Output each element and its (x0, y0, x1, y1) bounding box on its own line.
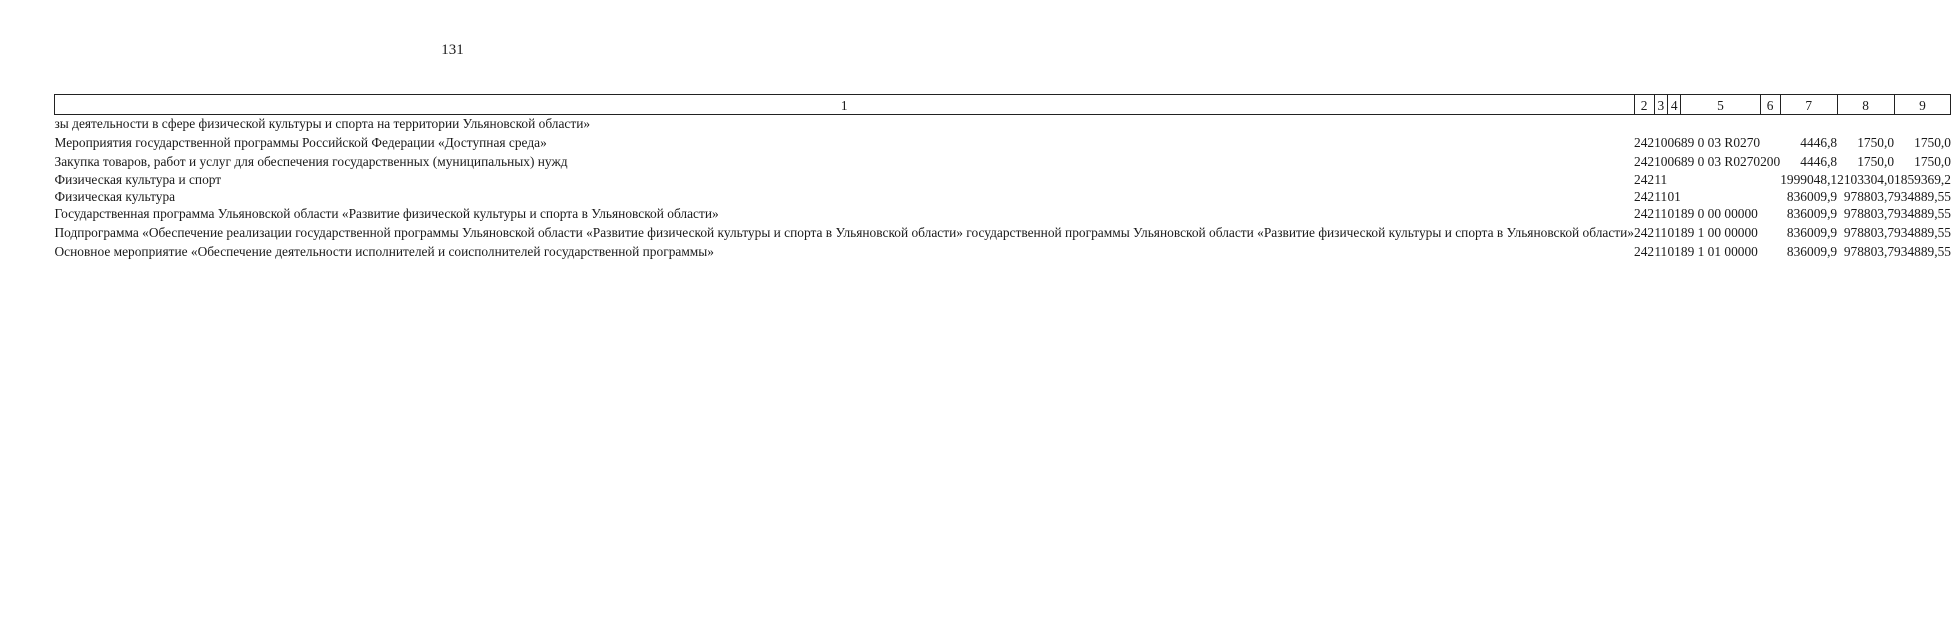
row-section: 10 (1654, 154, 1668, 170)
header-col-1: 1 (55, 95, 1635, 115)
row-admin-code: 242 (1634, 225, 1655, 241)
row-amount-col9: 934889,55 (1894, 188, 1951, 204)
row-amount-col7: 836009,9 (1786, 244, 1838, 260)
row-admin-code: 242 (1634, 171, 1655, 187)
row-name: Физическая культура (54, 188, 176, 204)
row-amount-col7: 4446,8 (1800, 154, 1838, 170)
row-amount-col8: 2103304,0 (1837, 171, 1895, 187)
header-col-9: 9 (1894, 95, 1951, 115)
header-col-5: 5 (1681, 95, 1760, 115)
row-amount-col7: 1999048,1 (1780, 171, 1838, 187)
row-admin-code: 242 (1634, 154, 1655, 170)
row-amount-col9: 934889,55 (1894, 225, 1951, 241)
table-row (55, 188, 1951, 205)
row-amount-col7: 836009,9 (1786, 188, 1838, 204)
row-amount-col9: 1750,0 (1914, 135, 1951, 151)
row-amount-col8: 1750,0 (1857, 154, 1895, 170)
row-name: Государственная программа Ульяновской области «Развитие физической культуры и спорта в Ульяновской области» (54, 206, 719, 222)
table-row (55, 241, 1951, 260)
row-amount-col8: 1750,0 (1857, 135, 1895, 151)
row-subsection: 01 (1667, 225, 1681, 241)
row-name: Мероприятия государственной программы Российской Федерации «Доступная среда» (54, 135, 547, 151)
header-col-4: 4 (1667, 95, 1680, 115)
row-amount-col9: 1750,0 (1914, 154, 1951, 170)
row-amount-col9: 934889,55 (1894, 206, 1951, 222)
row-section: 11 (1654, 171, 1668, 187)
row-expense-type (1760, 205, 1780, 222)
header-col-2: 2 (1634, 95, 1654, 115)
row-amount-col7: 836009,9 (1786, 225, 1838, 241)
row-target-article (1681, 171, 1760, 188)
row-amount-col9 (1894, 115, 1951, 133)
row-section: 11 (1654, 206, 1668, 222)
row-expense-type (1760, 241, 1780, 260)
row-amount-col9: 934889,55 (1894, 244, 1951, 260)
row-amount-col8 (1837, 115, 1894, 133)
row-target-article: 89 1 01 00000 (1680, 244, 1758, 260)
row-amount-col7: 836009,9 (1786, 206, 1838, 222)
row-name: Основное мероприятие «Обеспечение деятельности исполнителей и соисполнителей государственной программы» (54, 244, 714, 260)
row-admin-code: 242 (1634, 135, 1655, 151)
row-target-article: 89 0 03 R0270 (1680, 135, 1761, 151)
page-number: 131 (441, 42, 464, 58)
header-col-8: 8 (1837, 95, 1894, 115)
row-target-article (1681, 188, 1760, 205)
row-section: 11 (1654, 188, 1668, 204)
row-amount-col8: 978803,7 (1843, 206, 1895, 222)
row-section: 10 (1654, 135, 1668, 151)
row-section (1654, 115, 1667, 133)
row-target-article: 89 0 00 00000 (1680, 206, 1758, 222)
row-expense-type (1760, 171, 1780, 188)
row-name: Физическая культура и спорт (54, 171, 222, 187)
row-name: Подпрограмма «Обеспечение реализации государственной программы Ульяновской области «Развитие физической культуры и спорта в Ульяновской области» государственной программы Ульяновской области «Развитие физической культуры и спорта в Ульяновской области» (54, 225, 1634, 241)
row-admin-code: 242 (1634, 244, 1655, 260)
row-subsection (1667, 171, 1680, 188)
row-target-article: 89 1 00 00000 (1680, 225, 1758, 241)
row-target-article (1681, 115, 1760, 133)
row-expense-type (1760, 132, 1780, 151)
header-col-7: 7 (1780, 95, 1837, 115)
header-row (55, 95, 1951, 115)
row-admin-code (1634, 115, 1654, 133)
row-subsection: 01 (1667, 244, 1681, 260)
row-admin-code: 242 (1634, 206, 1655, 222)
row-name: зы деятельности в сфере физической культуры и спорта на территории Ульяновской области» (54, 116, 591, 131)
row-amount-col7 (1780, 115, 1837, 133)
row-name: Закупка товаров, работ и услуг для обеспечения государственных (муниципальных) нужд (54, 154, 568, 170)
row-expense-type (1760, 188, 1780, 205)
row-admin-code: 242 (1634, 188, 1655, 204)
row-subsection (1667, 115, 1680, 133)
table-row (55, 115, 1951, 133)
table-row (55, 132, 1951, 151)
header-col-3: 3 (1654, 95, 1667, 115)
table-row (55, 222, 1951, 241)
budget-table (54, 94, 1951, 261)
row-subsection: 01 (1667, 188, 1681, 204)
row-subsection: 06 (1667, 154, 1681, 170)
row-section: 11 (1654, 225, 1668, 241)
row-section: 11 (1654, 244, 1668, 260)
row-amount-col8: 978803,7 (1843, 244, 1895, 260)
row-amount-col7: 4446,8 (1800, 135, 1838, 151)
row-amount-col8: 978803,7 (1843, 225, 1895, 241)
table-row (55, 205, 1951, 222)
row-amount-col8: 978803,7 (1843, 188, 1895, 204)
header-col-6: 6 (1760, 95, 1780, 115)
row-target-article: 89 0 03 R0270 (1680, 154, 1761, 170)
row-subsection: 06 (1667, 135, 1681, 151)
table-row (55, 171, 1951, 188)
table-row (55, 151, 1951, 170)
row-expense-type (1760, 115, 1780, 133)
row-expense-type (1760, 222, 1780, 241)
row-subsection: 01 (1667, 206, 1681, 222)
row-amount-col9: 1859369,2 (1894, 171, 1951, 187)
row-expense-type: 200 (1760, 154, 1781, 170)
